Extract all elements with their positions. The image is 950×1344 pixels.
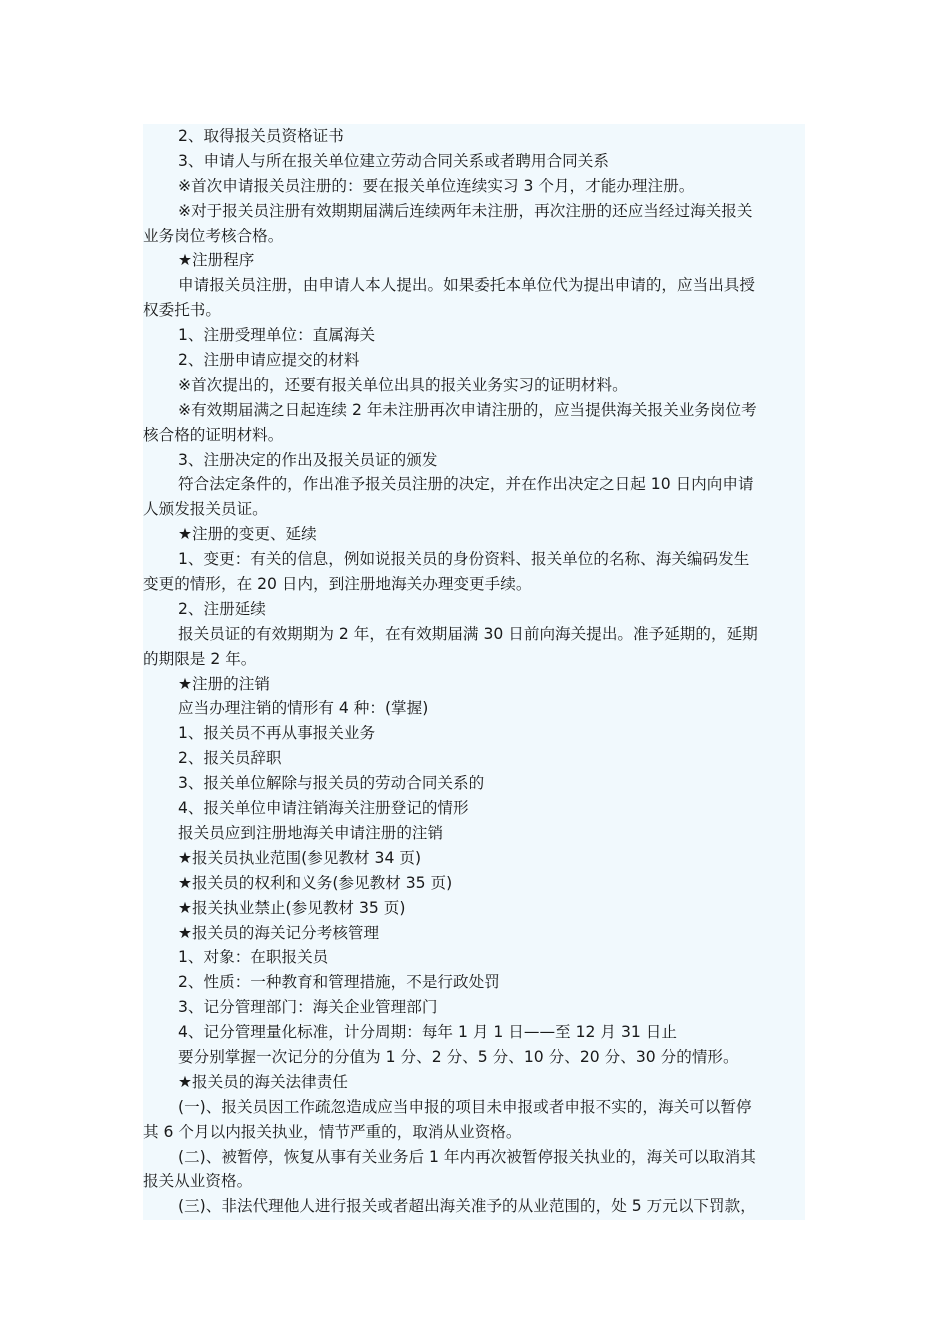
- section-heading: ★注册的变更、延续: [178, 525, 317, 544]
- text-line: 应当办理注销的情形有 4 种：(掌握): [178, 699, 429, 718]
- text-line: 2、报关员辞职: [178, 749, 282, 768]
- text-line: (二)、被暂停，恢复从事有关业务后 1 年内再次被暂停报关执业的，海关可以取消其: [178, 1147, 756, 1166]
- text-line: 申请报关员注册，由申请人本人提出。如果委托本单位代为提出申请的，应当出具授: [178, 276, 755, 295]
- text-line: 3、申请人与所在报关单位建立劳动合同关系或者聘用合同关系: [178, 151, 609, 170]
- text-line: 3、报关单位解除与报关员的劳动合同关系的: [178, 774, 485, 793]
- text-line: 1、报关员不再从事报关业务: [178, 724, 376, 743]
- text-line: ※对于报关员注册有效期期届满后连续两年未注册，再次注册的还应当经过海关报关: [178, 201, 753, 220]
- text-line: 2、取得报关员资格证书: [178, 127, 344, 145]
- text-line: 人颁发报关员证。: [143, 500, 268, 519]
- text-line: 的期限是 2 年。: [143, 649, 257, 668]
- section-heading: ★报关员的海关记分考核管理: [178, 923, 380, 942]
- section-heading: ★报关员的权利和义务(参见教材 35 页): [178, 873, 453, 892]
- text-line: 变更的情形，在 20 日内，到注册地海关办理变更手续。: [143, 575, 532, 594]
- text-line: 2、注册申请应提交的材料: [178, 351, 360, 370]
- text-line: 2、性质：一种教育和管理措施，不是行政处罚: [178, 973, 500, 992]
- text-line: 报关员证的有效期期为 2 年，在有效期届满 30 日前向海关提出。准予延期的，延期: [178, 624, 758, 643]
- text-line: 要分别掌握一次记分的分值为 1 分、2 分、5 分、10 分、20 分、30 分的情形。: [178, 1047, 739, 1066]
- text-line: 3、注册决定的作出及报关员证的颁发: [178, 450, 438, 469]
- text-line: 符合法定条件的，作出准予报关员注册的决定，并在作出决定之日起 10 日内向申请: [178, 475, 754, 494]
- text-line: 报关从业资格。: [143, 1172, 253, 1191]
- text-line: (三)、非法代理他人进行报关或者超出海关准予的从业范围的，处 5 万元以下罚款，: [178, 1197, 756, 1216]
- section-heading: ★报关员的海关法律责任: [178, 1072, 348, 1091]
- text-line: 1、对象：在职报关员: [178, 948, 329, 967]
- text-line: ※首次提出的，还要有报关单位出具的报关业务实习的证明材料。: [178, 375, 628, 394]
- text-line: 报关员应到注册地海关申请注册的注销: [178, 823, 444, 842]
- section-heading: ★报关员执业范围(参见教材 34 页): [178, 848, 422, 867]
- text-line: 1、注册受理单位：直属海关: [178, 326, 376, 345]
- text-line: 3、记分管理部门：海关企业管理部门: [178, 998, 438, 1017]
- text-line: ※首次申请报关员注册的：要在报关单位连续实习 3 个月，才能办理注册。: [178, 176, 695, 195]
- text-line: 权委托书。: [143, 301, 221, 320]
- document-body: [143, 124, 805, 1219]
- text-line: ※有效期届满之日起连续 2 年未注册再次申请注册的，应当提供海关报关业务岗位考: [178, 400, 757, 419]
- section-heading: ★注册程序: [178, 251, 255, 270]
- text-line: 业务岗位考核合格。: [143, 226, 284, 245]
- text-line: 2、注册延续: [178, 599, 266, 618]
- section-heading: ★注册的注销: [178, 674, 270, 693]
- section-heading: ★报关执业禁止(参见教材 35 页): [178, 898, 406, 917]
- text-line: 4、记分管理量化标准，计分周期：每年 1 月 1 日——至 12 月 31 日止: [178, 1023, 677, 1042]
- text-line: (一)、报关员因工作疏忽造成应当申报的项目未申报或者申报不实的，海关可以暂停: [178, 1097, 752, 1116]
- text-line: 1、变更：有关的信息，例如说报关员的身份资料、报关单位的名称、海关编码发生: [178, 550, 750, 569]
- text-line: 其 6 个月以内报关执业，情节严重的，取消从业资格。: [143, 1122, 522, 1141]
- text-line: 核合格的证明材料。: [143, 425, 284, 444]
- text-line: 4、报关单位申请注销海关注册登记的情形: [178, 799, 469, 818]
